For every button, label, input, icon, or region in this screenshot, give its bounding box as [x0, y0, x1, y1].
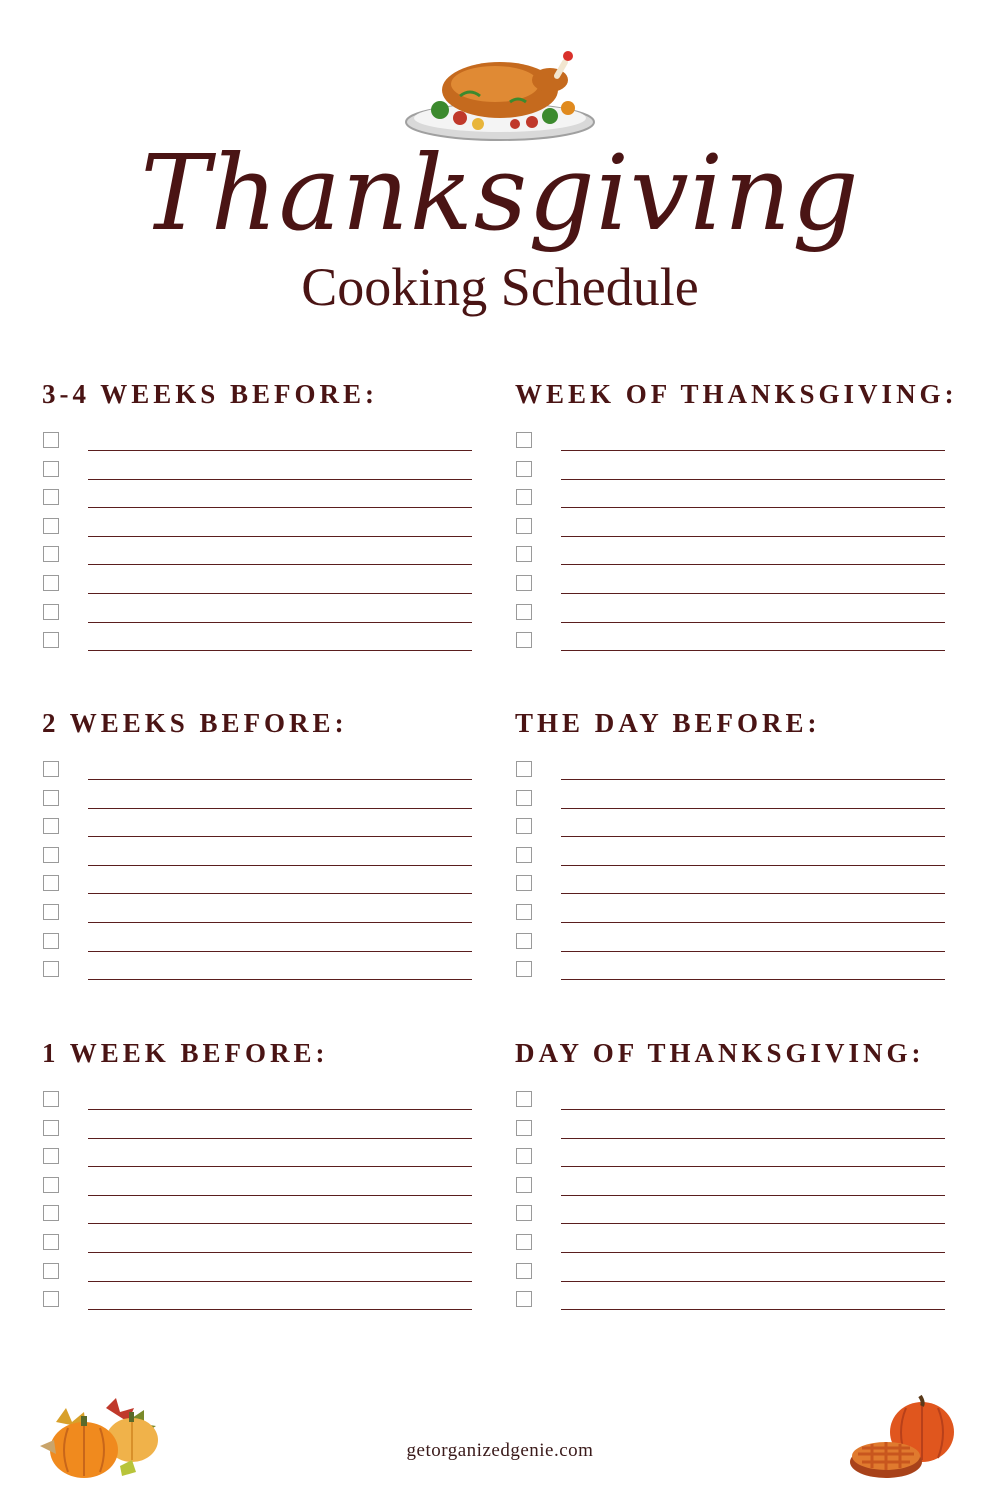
checkbox[interactable] [516, 1234, 532, 1250]
write-in-line[interactable] [561, 1138, 945, 1139]
section-the-day-before [515, 707, 955, 739]
checkbox[interactable] [516, 1148, 532, 1164]
checklist-row [42, 1291, 482, 1320]
checkbox[interactable] [516, 489, 532, 505]
write-in-line[interactable] [561, 922, 945, 923]
checkbox[interactable] [516, 1205, 532, 1221]
write-in-line[interactable] [561, 1195, 945, 1196]
checkbox[interactable] [43, 546, 59, 562]
checkbox[interactable] [43, 518, 59, 534]
section-3-4-weeks-before [42, 378, 482, 410]
checklist-row [42, 875, 482, 904]
checkbox[interactable] [43, 1177, 59, 1193]
page-title: Thanksgiving [140, 132, 860, 254]
checklist-row [42, 1177, 482, 1206]
write-in-line[interactable] [561, 893, 945, 894]
checklist-row [515, 604, 955, 633]
checklist [42, 761, 482, 990]
checkbox[interactable] [516, 432, 532, 448]
checklist-row [42, 904, 482, 933]
checklist-row [42, 489, 482, 518]
checkbox[interactable] [43, 575, 59, 591]
checklist-row [515, 961, 955, 990]
checklist-row [42, 518, 482, 547]
checkbox[interactable] [43, 432, 59, 448]
checklist-row [515, 518, 955, 547]
checkbox[interactable] [43, 1263, 59, 1279]
checklist-row [515, 933, 955, 962]
write-in-line[interactable] [88, 1166, 472, 1167]
checklist-row [515, 875, 955, 904]
write-in-line[interactable] [561, 1166, 945, 1167]
checklist-row [515, 790, 955, 819]
write-in-line[interactable] [88, 1195, 472, 1196]
checklist-row [42, 1120, 482, 1149]
checkbox[interactable] [43, 818, 59, 834]
write-in-line[interactable] [88, 1109, 472, 1110]
checklist-row [42, 546, 482, 575]
checkbox[interactable] [516, 904, 532, 920]
checkbox[interactable] [516, 818, 532, 834]
section-heading: 3-4 WEEKS BEFORE: [42, 379, 379, 409]
write-in-line[interactable] [88, 779, 472, 780]
checklist-row [515, 1291, 955, 1320]
checklist-row [42, 761, 482, 790]
checklist-row [42, 632, 482, 661]
write-in-line[interactable] [561, 593, 945, 594]
checklist-row [42, 790, 482, 819]
checklist-row [42, 847, 482, 876]
section-day-of-thanksgiving [515, 1037, 955, 1069]
checkbox[interactable] [43, 461, 59, 477]
checkbox[interactable] [43, 632, 59, 648]
write-in-line[interactable] [561, 479, 945, 480]
write-in-line[interactable] [88, 650, 472, 651]
write-in-line[interactable] [561, 779, 945, 780]
checkbox[interactable] [516, 790, 532, 806]
write-in-line[interactable] [561, 1309, 945, 1310]
section-heading: 1 WEEK BEFORE: [42, 1038, 329, 1068]
checkbox[interactable] [43, 489, 59, 505]
footer-website-link[interactable]: getorganizedgenie.com [406, 1440, 594, 1461]
checkbox[interactable] [43, 904, 59, 920]
write-in-line[interactable] [88, 893, 472, 894]
checkbox[interactable] [43, 761, 59, 777]
checkbox[interactable] [516, 575, 532, 591]
write-in-line[interactable] [561, 979, 945, 980]
checklist-row [42, 1205, 482, 1234]
write-in-line[interactable] [561, 1281, 945, 1282]
write-in-line[interactable] [561, 1223, 945, 1224]
checkbox[interactable] [43, 847, 59, 863]
write-in-line[interactable] [561, 865, 945, 866]
write-in-line[interactable] [88, 808, 472, 809]
write-in-line[interactable] [88, 1309, 472, 1310]
write-in-line[interactable] [561, 951, 945, 952]
checklist-row [515, 818, 955, 847]
write-in-line[interactable] [88, 951, 472, 952]
checklist [515, 432, 955, 661]
write-in-line[interactable] [561, 836, 945, 837]
checkbox[interactable] [43, 1120, 59, 1136]
checklist-row [515, 1091, 955, 1120]
checkbox[interactable] [43, 1091, 59, 1107]
checklist-row [515, 432, 955, 461]
write-in-line[interactable] [88, 479, 472, 480]
checkbox[interactable] [516, 461, 532, 477]
checklist [515, 1091, 955, 1320]
write-in-line[interactable] [561, 808, 945, 809]
checklist-row [42, 432, 482, 461]
checkbox[interactable] [43, 875, 59, 891]
checkbox[interactable] [43, 1234, 59, 1250]
checklist-row [42, 604, 482, 633]
write-in-line[interactable] [88, 507, 472, 508]
checklist-row [515, 847, 955, 876]
checkbox[interactable] [43, 961, 59, 977]
checkbox[interactable] [43, 1205, 59, 1221]
write-in-line[interactable] [88, 450, 472, 451]
checkbox[interactable] [516, 1177, 532, 1193]
checkbox[interactable] [516, 1291, 532, 1307]
checklist-row [515, 1263, 955, 1292]
checkbox[interactable] [516, 546, 532, 562]
checklist-row [42, 1234, 482, 1263]
write-in-line[interactable] [88, 1252, 472, 1253]
write-in-line[interactable] [561, 507, 945, 508]
checkbox[interactable] [516, 1263, 532, 1279]
checklist-row [515, 1148, 955, 1177]
section-1-week-before [42, 1037, 482, 1069]
checkbox[interactable] [516, 961, 532, 977]
write-in-line[interactable] [88, 622, 472, 623]
checklist-row [515, 575, 955, 604]
checklist-row [42, 818, 482, 847]
checklist-row [42, 575, 482, 604]
checklist-row [42, 933, 482, 962]
checklist-row [515, 489, 955, 518]
pumpkins-icon [36, 1392, 166, 1484]
write-in-line[interactable] [88, 979, 472, 980]
checklist-row [515, 904, 955, 933]
write-in-line[interactable] [561, 1109, 945, 1110]
checkbox[interactable] [43, 604, 59, 620]
checkbox[interactable] [43, 790, 59, 806]
pie-and-pumpkin-icon [848, 1394, 958, 1484]
section-week-of-thanksgiving [515, 378, 958, 410]
checkbox[interactable] [516, 1120, 532, 1136]
checklist-row [42, 1263, 482, 1292]
section-heading: 2 WEEKS BEFORE: [42, 708, 348, 738]
checklist-row [42, 1148, 482, 1177]
write-in-line[interactable] [88, 536, 472, 537]
checklist [42, 1091, 482, 1320]
write-in-line[interactable] [561, 564, 945, 565]
write-in-line[interactable] [561, 650, 945, 651]
checkbox[interactable] [516, 933, 532, 949]
checkbox[interactable] [516, 518, 532, 534]
write-in-line[interactable] [561, 622, 945, 623]
checklist-row [515, 461, 955, 490]
checkbox[interactable] [43, 1291, 59, 1307]
write-in-line[interactable] [88, 836, 472, 837]
write-in-line[interactable] [88, 922, 472, 923]
write-in-line[interactable] [88, 564, 472, 565]
checkbox[interactable] [516, 761, 532, 777]
checklist-row [42, 961, 482, 990]
section-heading: THE DAY BEFORE: [515, 708, 821, 738]
checkbox[interactable] [43, 933, 59, 949]
checkbox[interactable] [516, 1091, 532, 1107]
write-in-line[interactable] [88, 593, 472, 594]
write-in-line[interactable] [88, 865, 472, 866]
checkbox[interactable] [516, 875, 532, 891]
checklist [515, 761, 955, 990]
section-2-weeks-before [42, 707, 482, 739]
checkbox[interactable] [43, 1148, 59, 1164]
checkbox[interactable] [516, 847, 532, 863]
write-in-line[interactable] [88, 1223, 472, 1224]
checklist-row [515, 1177, 955, 1206]
checklist-row [515, 761, 955, 790]
write-in-line[interactable] [561, 450, 945, 451]
checklist-row [515, 632, 955, 661]
checklist-row [515, 546, 955, 575]
checkbox[interactable] [516, 632, 532, 648]
write-in-line[interactable] [88, 1138, 472, 1139]
section-heading: WEEK OF THANKSGIVING: [515, 379, 958, 409]
checklist [42, 432, 482, 661]
page-subtitle: Cooking Schedule [301, 257, 699, 317]
checklist-row [42, 1091, 482, 1120]
checklist-row [515, 1234, 955, 1263]
write-in-line[interactable] [561, 1252, 945, 1253]
checkbox[interactable] [516, 604, 532, 620]
checklist-row [515, 1205, 955, 1234]
write-in-line[interactable] [561, 536, 945, 537]
write-in-line[interactable] [88, 1281, 472, 1282]
section-heading: DAY OF THANKSGIVING: [515, 1038, 925, 1068]
checklist-row [42, 461, 482, 490]
checklist-row [515, 1120, 955, 1149]
